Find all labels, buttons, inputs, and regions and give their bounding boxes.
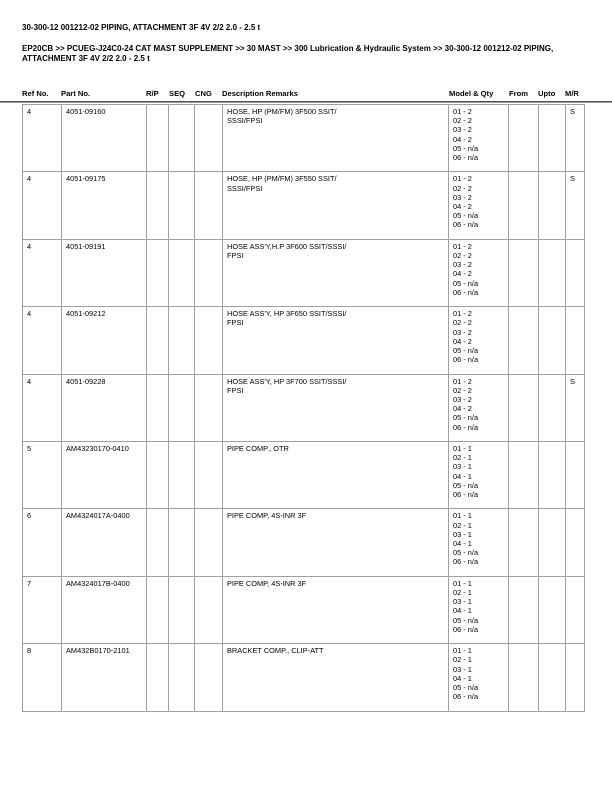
model-qty-entry: 06 - n/a [453, 355, 479, 365]
header-cng: CNG [195, 89, 212, 98]
model-qty-entry: 02 - 1 [453, 655, 472, 665]
model-qty-entry: 02 - 2 [453, 385, 472, 395]
cell-mr: S [566, 374, 585, 441]
model-qty-entry: 05 - n/a [453, 278, 479, 288]
cell-ref-no: 4 [23, 307, 62, 374]
cell-model-qty [449, 576, 509, 643]
model-qty-entry: 04 - 2 [453, 336, 472, 346]
cell-from [509, 105, 539, 172]
cell-from [509, 307, 539, 374]
cell-rp [147, 576, 169, 643]
cell-rp [147, 239, 169, 306]
cell-cng [195, 441, 223, 508]
cell-from [509, 509, 539, 576]
model-qty-entry: 06 - n/a [453, 422, 479, 432]
cell-model-qty [449, 644, 509, 711]
cell-rp [147, 441, 169, 508]
table-row [23, 105, 585, 172]
cell-rp [147, 172, 169, 239]
model-qty-entry: 04 - 1 [453, 538, 472, 548]
header-seq: SEQ [169, 89, 186, 98]
model-qty-entry: 02 - 1 [453, 453, 472, 463]
table-row [23, 644, 585, 711]
model-qty-entry: 06 - n/a [453, 153, 479, 163]
cell-upto [539, 307, 566, 374]
model-qty-entry: 04 - 2 [453, 404, 472, 414]
cell-upto [539, 172, 566, 239]
cell-mr [566, 441, 585, 508]
cell-description: PIPE COMP, 4S-INR 3F [223, 576, 449, 643]
cell-ref-no: 5 [23, 441, 62, 508]
cell-rp [147, 374, 169, 441]
model-qty-entry: 01 - 2 [453, 376, 472, 386]
cell-rp [147, 644, 169, 711]
cell-model-qty [449, 441, 509, 508]
cell-part-no: 4051-09191 [62, 239, 147, 306]
model-qty-entry: 05 - n/a [453, 413, 479, 423]
model-qty-entry: 03 - 1 [453, 597, 472, 607]
header-ref-no: Ref No. [22, 89, 49, 98]
model-qty-entry: 01 - 2 [453, 174, 472, 184]
header-upto: Upto [538, 89, 556, 98]
header-description: Description Remarks [222, 89, 298, 98]
cell-seq [169, 441, 195, 508]
model-qty-entry: 01 - 1 [453, 578, 472, 588]
cell-model-qty [449, 172, 509, 239]
cell-mr [566, 239, 585, 306]
cell-upto [539, 374, 566, 441]
model-qty-entry: 04 - 1 [453, 673, 472, 683]
model-qty-entry: 01 - 1 [453, 646, 472, 656]
cell-cng [195, 374, 223, 441]
model-qty-entry: 06 - n/a [453, 287, 479, 297]
cell-part-no: 4051-09175 [62, 172, 147, 239]
cell-seq [169, 374, 195, 441]
table-row [23, 374, 585, 441]
model-qty-entry: 06 - n/a [453, 624, 479, 634]
cell-part-no: 4051-09228 [62, 374, 147, 441]
model-qty-entry: 03 - 1 [453, 462, 472, 472]
table-row [23, 509, 585, 576]
model-qty-entry: 05 - n/a [453, 143, 479, 153]
model-qty-entry: 03 - 1 [453, 529, 472, 539]
cell-upto [539, 105, 566, 172]
model-qty-entry: 06 - n/a [453, 489, 479, 499]
cell-model-qty [449, 374, 509, 441]
cell-from [509, 576, 539, 643]
cell-description: HOSE ASS'Y, HP 3F650 SSIT/SSSI/ FPSI [223, 307, 449, 374]
cell-rp [147, 307, 169, 374]
cell-mr [566, 576, 585, 643]
model-qty-entry: 03 - 2 [453, 394, 472, 404]
breadcrumb: EP20CB >> PCUEG-J24C0-24 CAT MAST SUPPLEMENT >> 30 MAST >> 300 Lubrication & Hydraulic System >> 30-300-12 001212-02 PIPING, ATTACHMENT 3F 4V 2/2 2.0 - 2.5 t [22, 44, 554, 63]
model-qty-entry: 04 - 1 [453, 471, 472, 481]
model-qty-entry: 02 - 2 [453, 318, 472, 328]
model-qty-entry: 01 - 1 [453, 443, 472, 453]
cell-upto [539, 441, 566, 508]
cell-model-qty [449, 239, 509, 306]
parts-table [22, 104, 585, 712]
model-qty-entry: 02 - 2 [453, 250, 472, 260]
model-qty-entry: 06 - n/a [453, 220, 479, 230]
model-qty-entry: 05 - n/a [453, 211, 479, 221]
cell-cng [195, 509, 223, 576]
cell-part-no: 4051-09212 [62, 307, 147, 374]
cell-mr: S [566, 172, 585, 239]
model-qty-entry: 03 - 2 [453, 327, 472, 337]
cell-seq [169, 307, 195, 374]
model-qty-entry: 05 - n/a [453, 682, 479, 692]
model-qty-entry: 02 - 1 [453, 520, 472, 530]
model-qty-entry: 04 - 2 [453, 269, 472, 279]
cell-cng [195, 576, 223, 643]
cell-description: PIPE COMP, 4S-INR 3F [223, 509, 449, 576]
cell-ref-no: 4 [23, 105, 62, 172]
cell-description: HOSE ASS'Y, HP 3F700 SSIT/SSSI/ FPSI [223, 374, 449, 441]
cell-ref-no: 6 [23, 509, 62, 576]
model-qty-entry: 03 - 1 [453, 664, 472, 674]
cell-upto [539, 239, 566, 306]
cell-seq [169, 644, 195, 711]
cell-cng [195, 644, 223, 711]
cell-upto [539, 509, 566, 576]
cell-from [509, 441, 539, 508]
model-qty-entry: 03 - 2 [453, 192, 472, 202]
cell-part-no: AM4324017B-0400 [62, 576, 147, 643]
model-qty-entry: 02 - 2 [453, 116, 472, 126]
cell-from [509, 374, 539, 441]
cell-model-qty [449, 105, 509, 172]
header-mr: M/R [565, 89, 579, 98]
model-qty-entry: 06 - n/a [453, 692, 479, 702]
cell-cng [195, 239, 223, 306]
cell-seq [169, 172, 195, 239]
cell-part-no: AM43230170-0410 [62, 441, 147, 508]
model-qty-entry: 05 - n/a [453, 345, 479, 355]
cell-from [509, 239, 539, 306]
cell-cng [195, 307, 223, 374]
cell-upto [539, 576, 566, 643]
table-row [23, 441, 585, 508]
header-rp: R/P [146, 89, 159, 98]
cell-ref-no: 8 [23, 644, 62, 711]
table-row [23, 576, 585, 643]
cell-from [509, 172, 539, 239]
header-model-qty: Model & Qty [449, 89, 494, 98]
cell-cng [195, 105, 223, 172]
model-qty-entry: 03 - 2 [453, 260, 472, 270]
model-qty-entry: 03 - 2 [453, 125, 472, 135]
model-qty-entry: 01 - 2 [453, 107, 472, 116]
model-qty-entry: 05 - n/a [453, 615, 479, 625]
model-qty-entry: 02 - 1 [453, 587, 472, 597]
cell-ref-no: 4 [23, 374, 62, 441]
model-qty-entry: 01 - 1 [453, 511, 472, 521]
cell-mr [566, 644, 585, 711]
cell-rp [147, 509, 169, 576]
model-qty-entry: 01 - 2 [453, 241, 472, 251]
cell-description: HOSE ASS'Y,H.P 3F600 SSIT/SSSI/ FPSI [223, 239, 449, 306]
cell-cng [195, 172, 223, 239]
model-qty-entry: 02 - 2 [453, 183, 472, 193]
cell-mr: S [566, 105, 585, 172]
cell-description: BRACKET COMP., CLIP-ATT [223, 644, 449, 711]
cell-description: PIPE COMP., OTR [223, 441, 449, 508]
model-qty-entry: 04 - 2 [453, 202, 472, 211]
cell-part-no: AM432B0170-2101 [62, 644, 147, 711]
cell-model-qty [449, 509, 509, 576]
cell-seq [169, 239, 195, 306]
cell-mr [566, 509, 585, 576]
cell-seq [169, 105, 195, 172]
header-part-no: Part No. [61, 89, 91, 98]
cell-upto [539, 644, 566, 711]
cell-from [509, 644, 539, 711]
model-qty-entry: 05 - n/a [453, 548, 479, 558]
document-title: 30-300-12 001212-02 PIPING, ATTACHMENT 3F 4V 2/2 2.0 - 2.5 t [22, 23, 261, 32]
cell-ref-no: 4 [23, 239, 62, 306]
table-row [23, 239, 585, 306]
cell-mr [566, 307, 585, 374]
header-divider [0, 101, 612, 103]
table-row [23, 172, 585, 239]
model-qty-entry: 04 - 1 [453, 606, 472, 616]
model-qty-entry: 04 - 2 [453, 134, 472, 144]
cell-model-qty [449, 307, 509, 374]
cell-part-no: AM4324017A-0400 [62, 509, 147, 576]
cell-seq [169, 509, 195, 576]
cell-rp [147, 105, 169, 172]
header-from: From [509, 89, 528, 98]
parts-table-body [23, 105, 585, 712]
cell-description: HOSE, HP (PM/FM) 3F550 SSIT/ SSSI/FPSI [223, 172, 449, 239]
cell-ref-no: 4 [23, 172, 62, 239]
model-qty-entry: 05 - n/a [453, 480, 479, 490]
table-row [23, 307, 585, 374]
cell-part-no: 4051-09160 [62, 105, 147, 172]
cell-description: HOSE, HP (PM/FM) 3F500 SSIT/ SSSI/FPSI [223, 105, 449, 172]
cell-seq [169, 576, 195, 643]
cell-ref-no: 7 [23, 576, 62, 643]
model-qty-entry: 06 - n/a [453, 557, 479, 567]
model-qty-entry: 01 - 2 [453, 309, 472, 319]
